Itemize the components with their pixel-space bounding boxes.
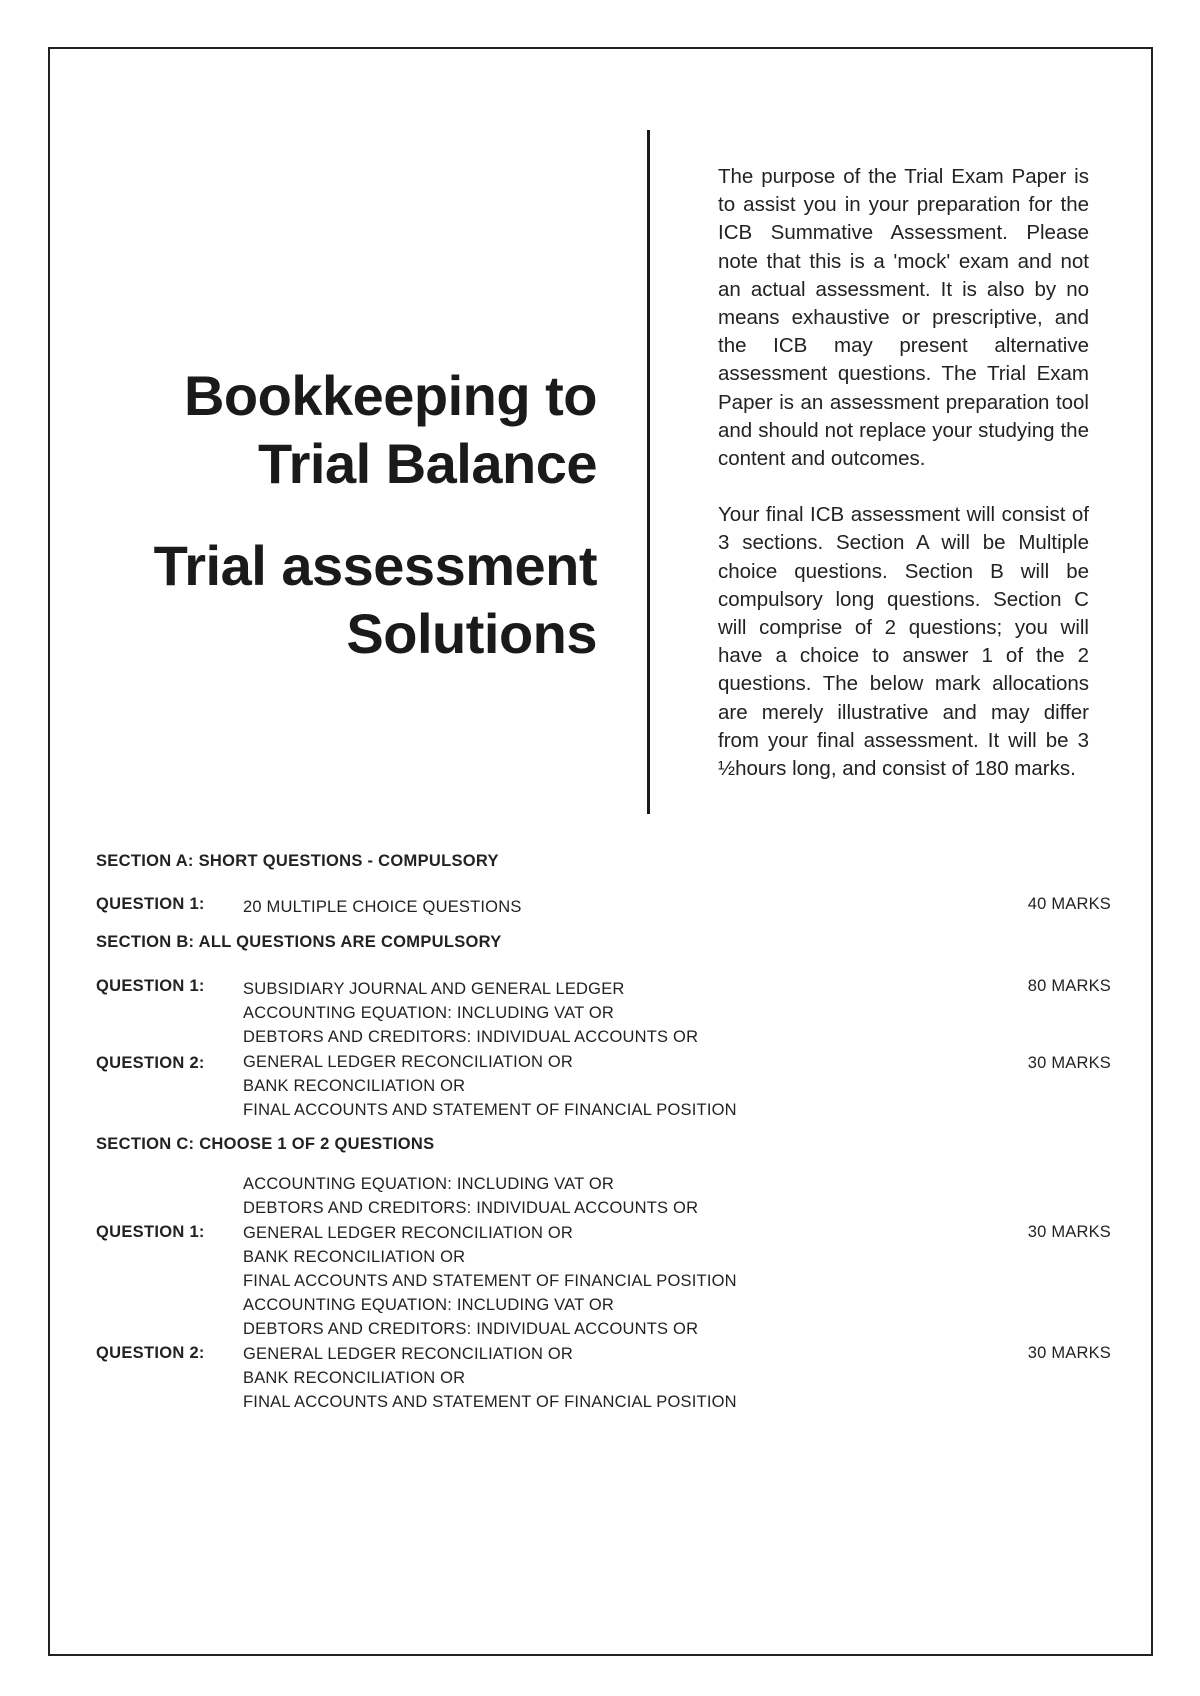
intro-paragraph-2: Your final ICB assessment will consist of 3 sections. Section A will be Multiple choice questions. Section B will be compulsory long questions. Section C will comprise of 2 questions; you will have a choice to answer 1 of the 2 questions. The below mark allocations are merely illustrative and may differ from your final assessment. It will be 3 ½hours long, and consist of 180 marks.: [718, 503, 1089, 781]
topic-line: GENERAL LEDGER RECONCILIATION OR: [243, 1344, 574, 1363]
question-topics: [243, 1293, 737, 1414]
vertical-divider: [647, 130, 650, 814]
topic-line: GENERAL LEDGER RECONCILIATION OR: [243, 1052, 574, 1071]
section-b-heading: SECTION B: ALL QUESTIONS ARE COMPULSORY: [96, 933, 502, 951]
question-label: QUESTION 1:: [96, 977, 205, 995]
intro-paragraph-1: The purpose of the Trial Exam Paper is to assist you in your preparation for the ICB Summative Assessment. Please note that this is a 'mock' exam and not an actual assessment. It is also by no means exhaustive or prescriptive, and the ICB may present alternative assessment questions. The Trial Exam Paper is an assessment preparation tool and should not replace your studying the content and outcomes.: [718, 165, 1089, 471]
question-topic: SUBSIDIARY JOURNAL AND GENERAL LEDGER: [243, 980, 625, 998]
section-a-heading: SECTION A: SHORT QUESTIONS - COMPULSORY: [96, 852, 499, 870]
topic-line: BANK RECONCILIATION OR: [243, 1247, 466, 1266]
subtitle-line-1: Trial assessment: [153, 534, 597, 597]
question-marks: 30 MARKS: [1027, 1223, 1111, 1241]
topic-line: DEBTORS AND CREDITORS: INDIVIDUAL ACCOUNTS OR: [243, 1028, 699, 1047]
topic-line: BANK RECONCILIATION OR: [243, 1076, 466, 1095]
topic-line: BANK RECONCILIATION OR: [243, 1368, 466, 1387]
topic-line: GENERAL LEDGER RECONCILIATION OR: [243, 1223, 574, 1242]
topic-line: FINAL ACCOUNTS AND STATEMENT OF FINANCIAL POSITION: [243, 1393, 737, 1412]
topic-line: ACCOUNTING EQUATION: INCLUDING VAT OR: [243, 1004, 615, 1022]
question-marks: 30 MARKS: [1027, 1344, 1111, 1362]
topic-line: FINAL ACCOUNTS AND STATEMENT OF FINANCIAL POSITION: [243, 1101, 737, 1120]
question-topics: [243, 1001, 737, 1122]
topic-line: ACCOUNTING EQUATION: INCLUDING VAT OR: [243, 1175, 615, 1193]
intro-text: [718, 163, 1089, 811]
topic-line: ACCOUNTING EQUATION: INCLUDING VAT OR: [243, 1296, 615, 1314]
question-label: QUESTION 2:: [96, 1344, 205, 1362]
question-label: QUESTION 1:: [96, 895, 205, 913]
question-topic: 20 MULTIPLE CHOICE QUESTIONS: [243, 898, 522, 916]
title-line-1: Bookkeeping to: [183, 364, 597, 427]
question-label: QUESTION 2:: [96, 1054, 205, 1072]
question-marks: 80 MARKS: [1027, 977, 1111, 995]
question-label: QUESTION 1:: [96, 1223, 205, 1241]
title-line-2: Trial Balance: [257, 432, 597, 495]
question-topics: [243, 1172, 737, 1293]
topic-line: DEBTORS AND CREDITORS: INDIVIDUAL ACCOUNTS OR: [243, 1320, 699, 1339]
section-c-heading: SECTION C: CHOOSE 1 OF 2 QUESTIONS: [96, 1135, 435, 1153]
subtitle-line-2: Solutions: [346, 602, 597, 665]
question-marks: 40 MARKS: [1027, 895, 1111, 913]
topic-line: FINAL ACCOUNTS AND STATEMENT OF FINANCIAL POSITION: [243, 1272, 737, 1291]
document-title: [80, 362, 597, 668]
topic-line: DEBTORS AND CREDITORS: INDIVIDUAL ACCOUNTS OR: [243, 1199, 699, 1218]
question-marks: 30 MARKS: [1027, 1054, 1111, 1072]
